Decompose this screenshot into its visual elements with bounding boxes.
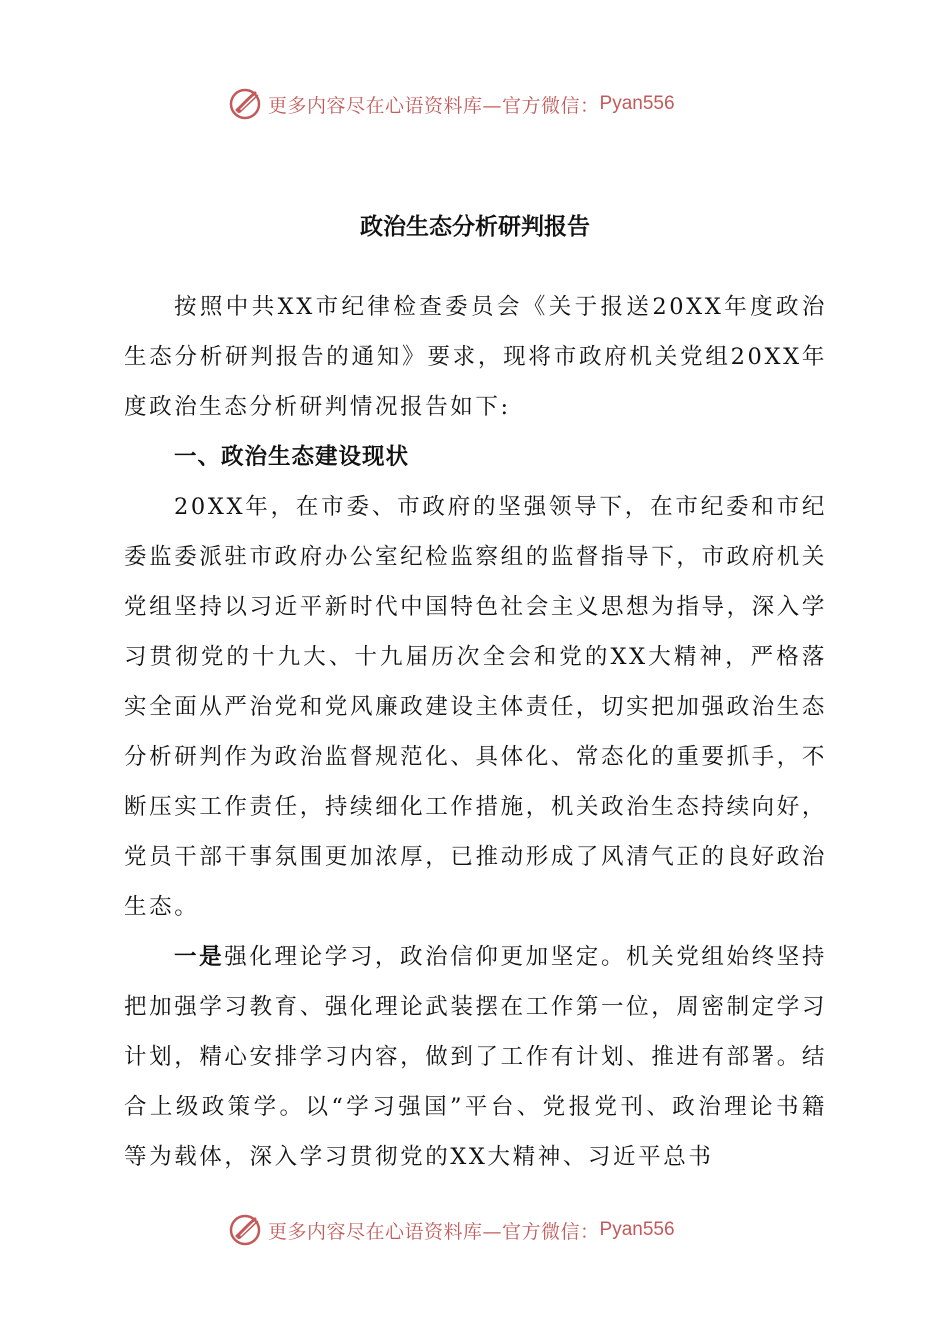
intro-paragraph: 按照中共XX市纪律检查委员会《关于报送20XX年度政治生态分析研判报告的通知》要求，现将市政府机关党组20XX年度政治生态分析研判情况报告如下: [124, 294, 827, 420]
section-heading: 一、政治生态建设现状 [174, 444, 410, 470]
watermark-header [228, 84, 675, 124]
section-paragraph: 20XX年，在市委、市政府的坚强领导下，在市纪委和市纪委监委派驻市政府办公室纪检监察组的监督指导下，市政府机关党组坚持以习近平新时代中国特色社会主义思想为指导，深入学习贯彻党的十九大、十九届历次全会和党的XX大精神，严格落实全面从严治党和党风廉政建设主体责任，切实把加强政治生态分析研判作为政治监督规范化、具体化、常态化的重要抓手，不断压实工作责任，持续细化工作措施，机关政治生态持续向好，党员干部干事氛围更加浓厚，已推动形成了风清气正的良好政治生态。 [124, 494, 827, 920]
watermark-text: 更多内容尽在心语资料库—官方微信： [268, 94, 600, 117]
point-lead: 一是 [174, 944, 225, 970]
pen-logo-icon [228, 86, 264, 122]
pen-logo-icon [228, 1212, 264, 1248]
document-body [124, 282, 827, 1182]
point-paragraph [124, 932, 827, 1182]
watermark-brand: Pyan556 [599, 1219, 675, 1240]
watermark-footer [228, 1210, 675, 1250]
point-body: 强化理论学习，政治信仰更加坚定。机关党组始终坚持把加强学习教育、强化理论武装摆在工作第一位，周密制定学习计划，精心安排学习内容，做到了工作有计划、推进有部署。结合上级政策学。以“学习强国”平台、党报党刊、政治理论书籍等为载体，深入学习贯彻党的XX大精神、习近平总书 [124, 944, 827, 1170]
watermark-brand: Pyan556 [599, 93, 675, 114]
document-title: 政治生态分析研判报告 [360, 214, 590, 240]
watermark-text: 更多内容尽在心语资料库—官方微信： [268, 1220, 600, 1243]
